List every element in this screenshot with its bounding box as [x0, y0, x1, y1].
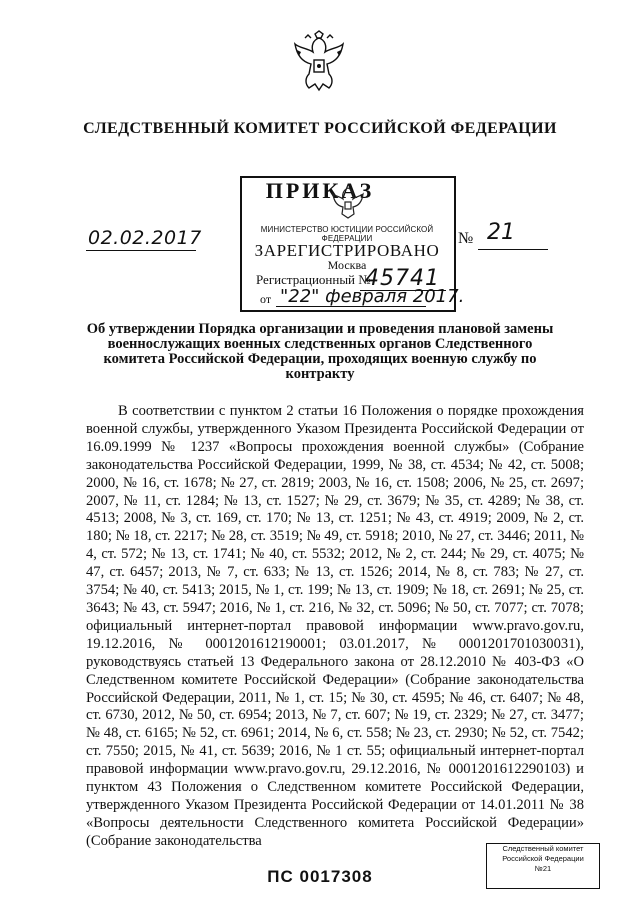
state-emblem-icon — [291, 30, 347, 96]
corner-stamp-line-2: Российской Федерации — [502, 854, 584, 863]
form-serial-number: ПС 0017308 — [267, 867, 373, 886]
seal-icon — [330, 184, 366, 222]
order-number-label: № — [458, 230, 474, 247]
organization-title: СЛЕДСТВЕННЫЙ КОМИТЕТ РОССИЙСКОЙ ФЕДЕРАЦИИ — [83, 120, 557, 137]
order-body-text: В соответствии с пунктом 2 статьи 16 Положения о порядке прохождения военной службы, утвержденного Указом Президента Российской Федерации от 16.09.1999 № 1237 «Вопросы прохождения военной службы» (Собрание законодательства Российской Федерации, 1999, № 38, ст. 4534; № 42, ст. 5008; 2000, № 16, ст. 1678; № 27, ст. 2819; 2003, № 16, ст. 1508; 2006, № 25, ст. 2697; 2007, № 11, ст. 1284; № 13, ст. 1527; № 29, ст. 3679; № 35, ст. 4289; № 38, ст. 4513; 2008, № 3, ст. 169, ст. 170; № 13, ст. 1251; № 43, ст. 4919; 2009, № 2, ст. 180; № 18, ст. 2217; № 28, ст. 3519; № 49, ст. 5918; 2010, № 27, ст. 3446; 2011, № 4, ст. 572; № 13, ст. 1741; № 40, ст. 5532; 2012, № 2, ст. 244; № 29, ст. 4075; № 47, ст. 6457; 2013, № 7, ст. 633; № 13, ст. 1526; 2014, № 8, ст. 783; № 27, ст. 3754; № 40, ст. 5413; 2015, № 1, ст. 199; № 13, ст. 1909; № 18, ст. 2691; № 25, ст. 3643; № 43, ст. 5947; 2016, № 1, ст. 216, № 32, ст. 5096; № 50, ст. 7077; ст. 7078; официальный интернет-портал правовой информации www.pravo.gov.ru, 19.12.2016, № 0001201612190001; 03.01.2017, № 0001201701030031), руководствуясь статьей 13 Федерального закона от 28.12.2010 № 403-ФЗ «О Следственном комитете Российской Федерации» (Собрание законодательства Российской Федерации, 2011, № 1, ст. 15; № 30, ст. 4595; № 46, ст. 6407; № 48, ст. 6730, 2012, № 50, ст. 6954; 2013, № 7, ст. 607; № 19, ст. 2329; № 27, ст. 3477; № 48, ст. 6165; № 52, ст. 6961; 2014, № 6, ст. 558; № 23, ст. 2930; № 52, ст. 7542; ст. 7550; 2015, № 41, ст. 5639; 2016, № 1 ст. 55; официальный интернет-портал правовой информации www.pravo.gov.ru, 29.12.2016, № 0001201612290103) и пунктом 43 Положения о Следственном комитете Российской Федерации, утвержденного Указом Президента Российской Федерации от 14.01.2011 № 38 «Вопросы деятельности Следственного комитета Российской Федерации» (Собрание законодательства — [86, 403, 584, 849]
registration-status: ЗАРЕГИСТРИРОВАНО — [254, 241, 440, 260]
registration-city: Москва — [327, 258, 367, 272]
registration-number: 45741 — [365, 266, 440, 291]
registration-number-label: Регистрационный № — [256, 272, 371, 287]
ministry-name: МИНИСТЕРСТВО ЮСТИЦИИ РОССИЙСКОЙ ФЕДЕРАЦИИ — [260, 225, 434, 243]
document-type: ПРИКАЗ — [265, 178, 375, 203]
order-date: 02.02.2017 — [88, 227, 202, 249]
corner-stamp-line-3: №21 — [534, 864, 552, 873]
registration-date-underline — [276, 306, 426, 307]
registration-date-label: от — [260, 292, 272, 306]
registration-date: "22" февраля 2017. — [280, 286, 465, 307]
order-number: 21 — [487, 220, 515, 245]
order-number-underline — [478, 249, 548, 250]
order-subject: Об утверждении Порядка организации и проведения плановой замены военнослужащих военных следственных органов Следственного комитета Российской Федерации, проходящих военную службу по контракту — [86, 321, 554, 382]
order-date-underline — [86, 250, 196, 251]
corner-stamp-line-1: Следственный комитет — [502, 844, 584, 853]
